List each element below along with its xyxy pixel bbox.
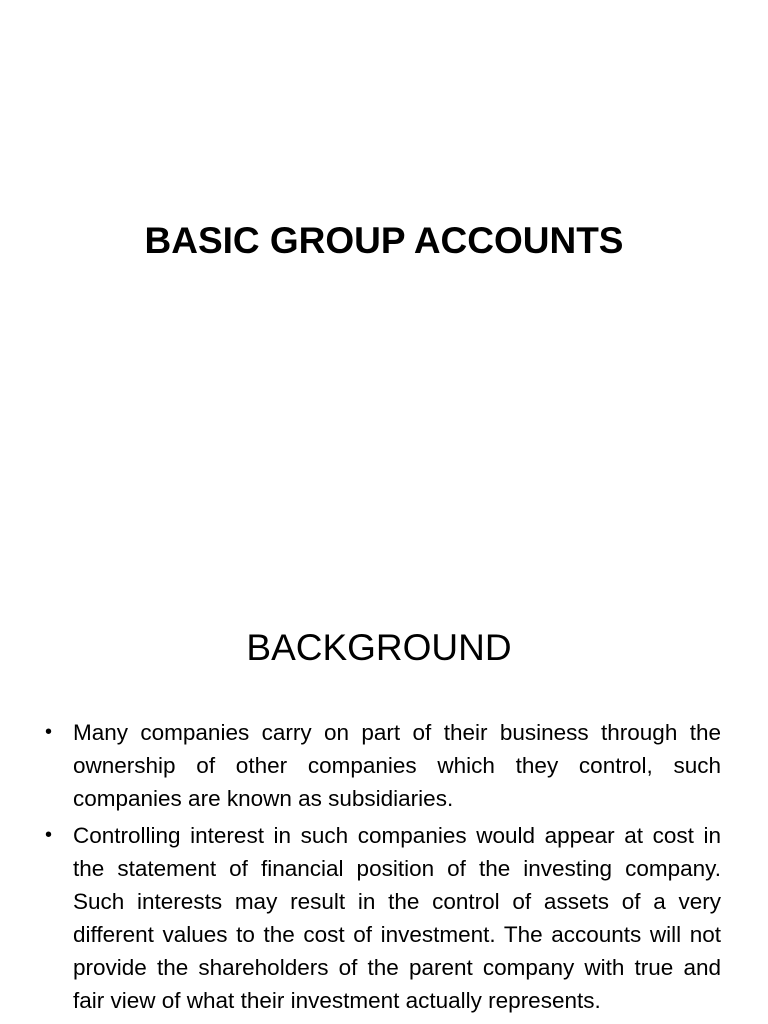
section-heading: BACKGROUND: [246, 627, 512, 668]
bullet-item: [45, 819, 721, 1017]
bullet-text: Many companies carry on part of their business through the ownership of other companies which they control, such companies are known as subsidiaries.: [73, 720, 721, 811]
bullet-item: [45, 716, 721, 815]
slide-title: BASIC GROUP ACCOUNTS: [144, 220, 624, 261]
bullet-list: [45, 716, 721, 1021]
bullet-dot-icon: •: [45, 824, 53, 846]
bullet-dot-icon: •: [45, 721, 53, 743]
bullet-text: Controlling interest in such companies would appear at cost in the statement of financial position of the investing company. Such interests may result in the control of assets of a very different values to the cost of investment. The accounts will not provide the shareholders of the parent company with true and fair view of what their investment actually represents.: [73, 823, 721, 1013]
